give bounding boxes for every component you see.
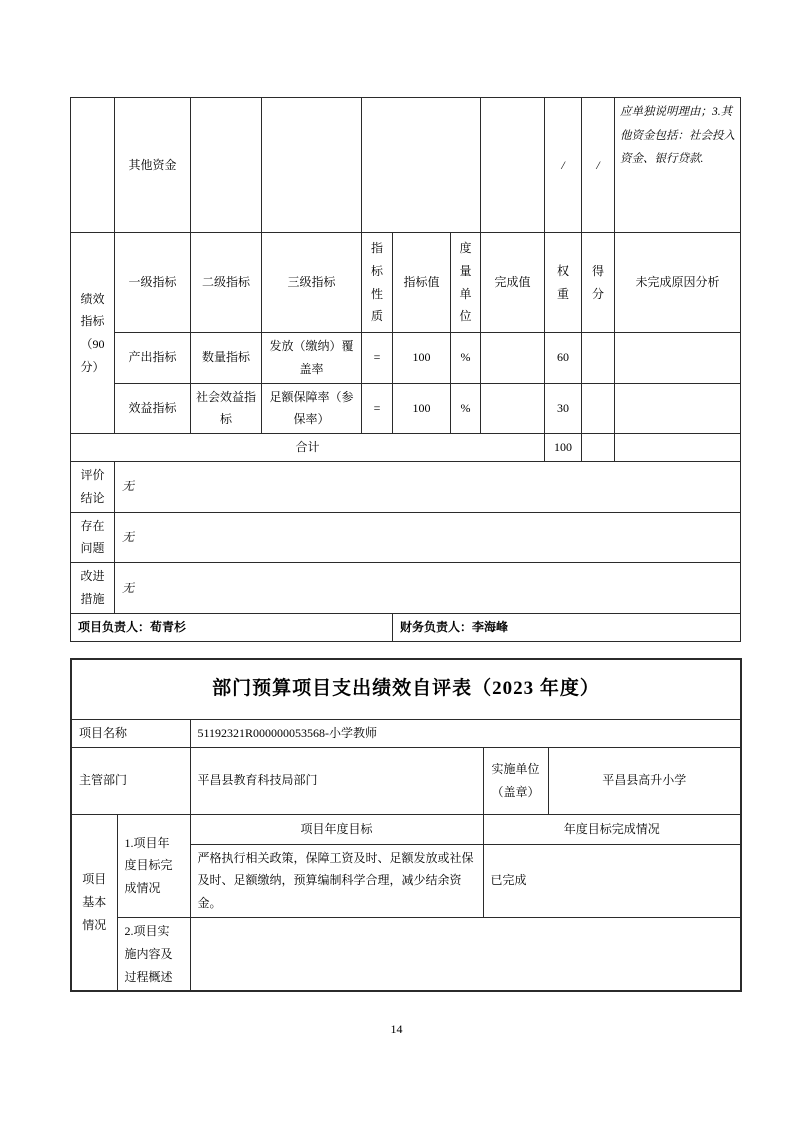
table-row xyxy=(71,563,741,614)
cell-header-nature: 指 标 性 质 xyxy=(362,233,393,333)
cell-goal-row-label: 1.项目年 度目标完 成情况 xyxy=(117,814,190,917)
self-evaluation-table-2023 xyxy=(70,658,742,992)
table-row xyxy=(71,659,741,719)
cell-ind2-reason xyxy=(615,383,741,434)
cell-goal-header: 项目年度目标 xyxy=(190,814,483,844)
table-row xyxy=(71,434,741,462)
cell-project-lead: 项目负责人：荀青杉 xyxy=(71,613,393,641)
cell-ind1-unit: % xyxy=(451,333,481,384)
cell-improvements-value: 无 xyxy=(115,563,741,614)
cell-header-level3: 三级指标 xyxy=(262,233,362,333)
cell-goal-text: 严格执行相关政策，保障工资及时、足额发放或社保及时、足额缴纳，预算编制科学合理，减少结余资金。 xyxy=(190,844,483,917)
table-row xyxy=(71,233,741,333)
table-row xyxy=(71,613,741,641)
cell-improvements-label: 改进 措施 xyxy=(71,563,115,614)
table-row xyxy=(71,917,741,991)
performance-table xyxy=(70,97,741,642)
table-row xyxy=(71,512,741,563)
cell-ind2-unit: % xyxy=(451,383,481,434)
cell-ind1-reason xyxy=(615,333,741,384)
cell-header-level2: 二级指标 xyxy=(191,233,262,333)
cell-ind1-level2: 数量指标 xyxy=(191,333,262,384)
cell-unit-label: 实施单位 （盖章） xyxy=(483,747,548,814)
cell-ind2-score xyxy=(582,383,615,434)
cell-total-reason xyxy=(615,434,741,462)
cell-problems-value: 无 xyxy=(115,512,741,563)
cell-other-funds-note: 应单独说明理由；3.其他资金包括：社会投入资金、银行贷款. xyxy=(615,98,741,233)
cell-dept-label: 主管部门 xyxy=(71,747,190,814)
cell-project-name-value: 51192321R000000053568-小学教师 xyxy=(190,719,741,747)
cell-empty xyxy=(191,98,262,233)
cell-header-score: 得 分 xyxy=(582,233,615,333)
cell-ind1-level3: 发放（缴纳）覆盖率 xyxy=(262,333,362,384)
cell-ind2-level1: 效益指标 xyxy=(115,383,191,434)
table-row xyxy=(71,814,741,844)
cell-ind1-nature: = xyxy=(362,333,393,384)
cell-ind1-actual xyxy=(481,333,545,384)
cell-empty xyxy=(262,98,362,233)
table-row xyxy=(71,461,741,512)
cell-ind1-score xyxy=(582,333,615,384)
cell-total-weight: 100 xyxy=(545,434,582,462)
table-row xyxy=(71,747,741,814)
cell-ind2-level3: 足额保障率（参保率） xyxy=(262,383,362,434)
cell-header-unit: 度 量 单 位 xyxy=(451,233,481,333)
table-row xyxy=(71,333,741,384)
cell-basic-section-label: 项目 基本 情况 xyxy=(71,814,117,991)
cell-empty xyxy=(481,98,545,233)
cell-header-level1: 一级指标 xyxy=(115,233,191,333)
cell-header-target: 指标值 xyxy=(393,233,451,333)
cell-conclusion-label: 评价 结论 xyxy=(71,461,115,512)
cell-empty xyxy=(362,98,481,233)
cell-ind2-target: 100 xyxy=(393,383,451,434)
cell-implementation-label: 2.项目实 施内容及 过程概述 xyxy=(117,917,190,991)
cell-finance-lead: 财务负责人：李海峰 xyxy=(393,613,741,641)
cell-ind1-level1: 产出指标 xyxy=(115,333,191,384)
cell-unit-value: 平昌县高升小学 xyxy=(548,747,741,814)
cell-ind2-level2: 社会效益指标 xyxy=(191,383,262,434)
cell-status-text: 已完成 xyxy=(483,844,741,917)
cell-problems-label: 存在 问题 xyxy=(71,512,115,563)
table-row xyxy=(71,98,741,233)
cell-header-weight: 权 重 xyxy=(545,233,582,333)
table-row xyxy=(71,719,741,747)
cell-other-funds-label: 其他资金 xyxy=(115,98,191,233)
cell-ind1-target: 100 xyxy=(393,333,451,384)
cell-implementation-value xyxy=(190,917,741,991)
cell-perf-section-label: 绩效 指标 （90 分） xyxy=(71,233,115,434)
cell-ind2-weight: 30 xyxy=(545,383,582,434)
cell-ind2-nature: = xyxy=(362,383,393,434)
cell-status-header: 年度目标完成情况 xyxy=(483,814,741,844)
cell-ind2-actual xyxy=(481,383,545,434)
cell-header-actual: 完成值 xyxy=(481,233,545,333)
cell-blank-spacer xyxy=(71,98,115,233)
cell-header-reason: 未完成原因分析 xyxy=(615,233,741,333)
cell-project-name-label: 项目名称 xyxy=(71,719,190,747)
cell-conclusion-value: 无 xyxy=(115,461,741,512)
cell-ind1-weight: 60 xyxy=(545,333,582,384)
table-row xyxy=(71,383,741,434)
cell-dept-value: 平昌县教育科技局部门 xyxy=(190,747,483,814)
cell-other-funds-weight: / xyxy=(545,98,582,233)
page-number: 14 xyxy=(390,1022,403,1036)
table-title: 部门预算项目支出绩效自评表（2023 年度） xyxy=(71,659,741,719)
cell-total-score xyxy=(582,434,615,462)
cell-other-funds-score: / xyxy=(582,98,615,233)
cell-total-label: 合计 xyxy=(71,434,545,462)
